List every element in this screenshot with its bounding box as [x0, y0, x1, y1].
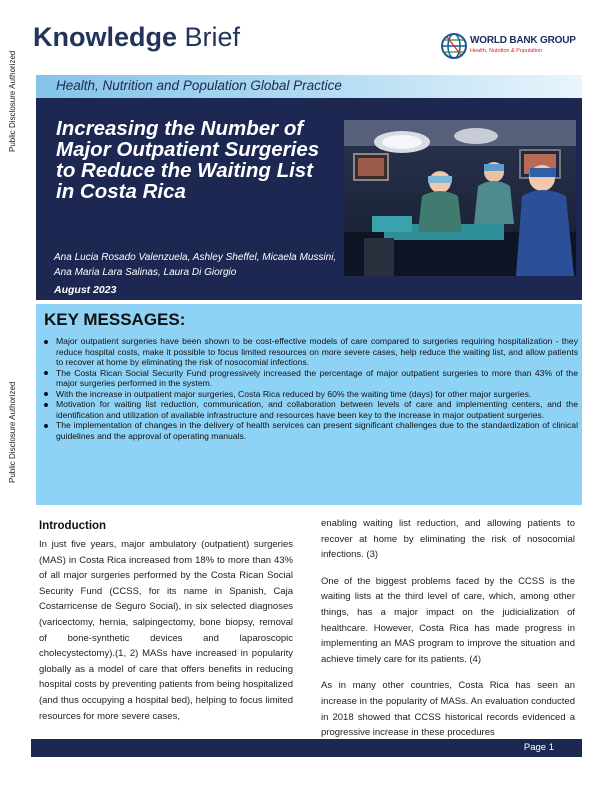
- logo-name: WORLD BANK GROUP: [470, 35, 576, 46]
- brief-title: Increasing the Number of Major Outpatient Surgeries to Reduce the Waiting List in Costa Rica: [56, 117, 320, 203]
- key-message-item: The implementation of changes in the delivery of health services can present significant challenges due to the standardization of clinical guidelines and the approval of operating manuals.: [40, 420, 578, 441]
- publication-date: August 2023: [54, 284, 117, 296]
- key-message-item: Motivation for waiting list reduction, communication, and collaboration between levels of care and implementing centers, and the identification and utilization of available infrastructure and resources have been key to the increase in major outpatient surgeries.: [40, 399, 578, 420]
- key-message-item: Major outpatient surgeries have been shown to be cost-effective models of care compared to surgeries requiring hospitalization - they reduce hospital costs, make it possible to focus limited resources on more severe cases, help reduce the waiting list, and allow patients to recover at home by eliminating the risk of nosocomial infections.: [40, 336, 578, 368]
- body-column-left: [39, 520, 293, 724]
- introduction-heading: Introduction: [39, 520, 107, 532]
- page-footer: [31, 739, 582, 757]
- body-paragraph: As in many other countries, Costa Rica has seen an increase in the popularity of MASs. An evaluation conducted in 2018 showed that CCSS historical records evidenced a progressive increase in these procedures: [321, 680, 575, 739]
- practice-banner: [36, 75, 582, 98]
- body-paragraph: One of the biggest problems faced by the CCSS is the waiting lists at the third level of care, which, among other things, has a major impact on the judicialization of healthcare. However, Costa Rica has made progress in implementing an MAS program to improve the situation and achieve timely care for its patients. (4): [321, 575, 575, 665]
- disclosure-label-bottom: Public Disclosure Authorized: [8, 381, 17, 483]
- authors: Ana Lucia Rosado Valenzuela, Ashley Sheffel, Micaela Mussini, Ana Maria Lara Salinas, Laura Di Giorgio: [54, 252, 337, 278]
- title-bold: Knowledge: [33, 22, 178, 52]
- body-column-right: [321, 516, 575, 752]
- world-bank-logo: [440, 30, 590, 64]
- intro-paragraph: In just five years, major ambulatory (outpatient) surgeries (MAS) in Costa Rica increased from 18% to more than 43% of all major surgeries performed by the Costa Rican Social Security Fund (CCSS, for its name in Spanish, Caja Costarricense de Seguro Social), in six selected diagnoses (varicectomy, hernia, salpingectomy, bone biopsy, removal of bone-synthetic devices and laparoscopic cholecystectomy).(1, 2) MASs have increased in popularity globally as a model of care that offers benefits in reducing hospital costs by preventing patients from being hospitalized (and thus occupying a hospital bed), helping to focus limited resources for more severe cases,: [39, 539, 293, 722]
- key-message-item: The Costa Rican Social Security Fund progressively increased the percentage of major outpatient surgeries to more than 43% of the major surgeries performed in the system.: [40, 368, 578, 389]
- key-messages-list: [40, 336, 578, 441]
- practice-name: Health, Nutrition and Population Global Practice: [56, 78, 342, 93]
- hero-panel: [36, 98, 582, 300]
- key-messages-panel: [36, 304, 582, 505]
- key-messages-heading: KEY MESSAGES:: [44, 310, 186, 329]
- logo-subtitle: Health, Nutrition & Population: [470, 48, 543, 54]
- page-number: Page 1: [523, 742, 554, 753]
- key-message-item: With the increase in outpatient major surgeries, Costa Rica reduced by 60% the waiting time (days) for other major surgeries.: [40, 389, 578, 400]
- operating-room-illustration: [344, 120, 576, 276]
- disclosure-label-top: Public Disclosure Authorized: [8, 50, 17, 152]
- body-paragraph: enabling waiting list reduction, and allowing patients to recover at home by eliminating the risk of nosocomial infections. (3): [321, 518, 575, 561]
- knowledge-brief-title: [33, 22, 240, 53]
- title-rest: Brief: [177, 22, 241, 52]
- surgery-photo: [344, 120, 576, 276]
- globe-icon: [440, 32, 468, 60]
